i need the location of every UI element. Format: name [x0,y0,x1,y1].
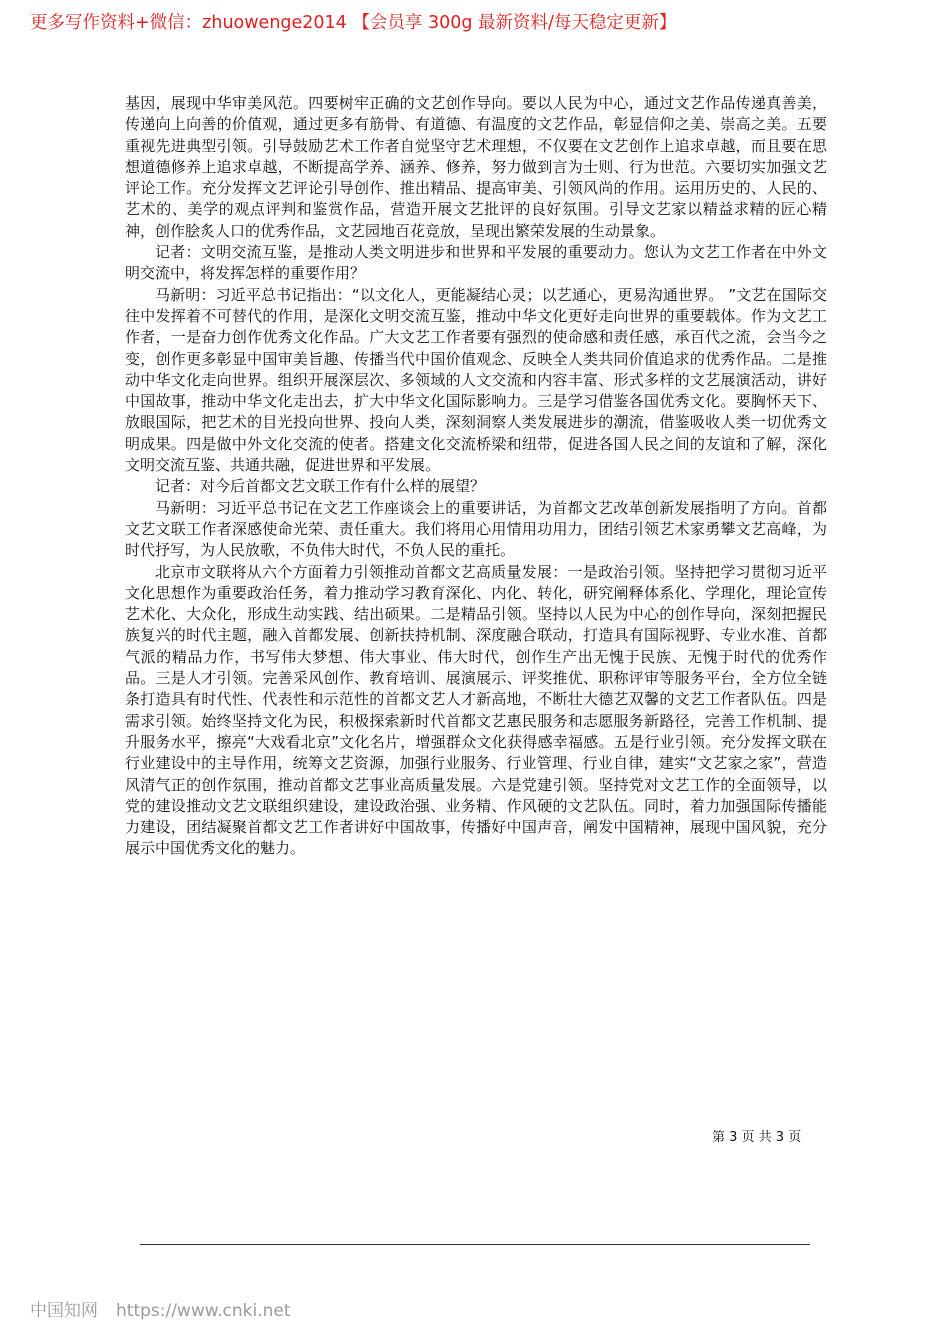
document-body [125,93,827,860]
paragraph-continuation: 基因，展现中华审美风范。四要树牢正确的文艺创作导向。要以人民为中心，通过文艺作品传递真善美，传递向上向善的价值观，通过更多有筋骨、有道德、有温度的文艺作品，彰显信仰之美、崇高之美。五要重视先进典型引领。引导鼓励艺术工作者自觉坚守艺术理想，不仅要在文艺创作上追求卓越，而且要在思想道德修养上追求卓越，不断提高学养、涵养、修养，努力做到言为士则、行为世范。六要切实加强文艺评论工作。充分发挥文艺评论引导创作、推出精品、提高审美、引领风尚的作用。运用历史的、人民的、艺术的、美学的观点评判和鉴赏作品，营造开展文艺批评的良好氛围。引导文艺家以精益求精的匠心精神，创作脍炙人口的优秀作品，文艺园地百花竞放，呈现出繁荣发展的生动景象。 [125,94,827,240]
paragraph-question-2: 记者：对今后首都文艺文联工作有什么样的展望？ [155,477,486,496]
source-watermark [30,1296,290,1321]
paragraph-question-1: 记者：文明交流互鉴，是推动人类文明进步和世界和平发展的重要动力。您认为文艺工作者在中外文明交流中，将发挥怎样的重要作用？ [125,243,827,283]
paragraph-answer-1: 马新明：习近平总书记指出：“以文化人，更能凝结心灵；以艺通心，更易沟通世界。 ”文艺在国际交往中发挥着不可替代的作用，是深化文明交流互鉴，推动中华文化更好走向世界的重要载体。作为文艺工作者，一是奋力创作优秀文化作品。广大文艺工作者要有强烈的使命感和责任感，承百代之流，会当今之变，创作更多彰显中国审美旨趣、传播当代中国价值观念、反映全人类共同价值追求的优秀作品。二是推动中华文化走向世界。组织开展深层次、多领域的人文交流和内容丰富、形式多样的文艺展演活动，讲好中国故事，推动中华文化走出去，扩大中华文化国际影响力。三是学习借鉴各国优秀文化。要胸怀天下、放眼国际，把艺术的目光投向世界、投向人类，深刻洞察人类发展进步的潮流，借鉴吸收人类一切优秀文明成果。四是做中外文化交流的使者。搭建文化交流桥梁和纽带，促进各国人民之间的友谊和了解，深化文明交流互鉴、共通共融，促进世界和平发展。 [125,285,827,475]
watermark-url[interactable]: https://www.cnki.net [116,1301,291,1321]
footer-divider [140,1244,810,1245]
paragraph-answer-2: 马新明：习近平总书记在文艺工作座谈会上的重要讲话，为首都文艺改革创新发展指明了方向。首都文艺文联工作者深感使命光荣、责任重大。我们将用心用情用功用力，团结引领艺术家勇攀文艺高峰，为时代抒写，为人民放歌，不负伟大时代，不负人民的重托。 [125,498,827,560]
paragraph-six-aspects: 北京市文联将从六个方面着力引领推动首都文艺高质量发展：一是政治引领。坚持把学习贯彻习近平文化思想作为重要政治任务，着力推动学习教育深化、内化、转化，研究阐释体系化、学理化，理论宣传艺术化、大众化，形成生动实践、结出硕果。二是精品引领。坚持以人民为中心的创作导向，深刻把握民族复兴的时代主题，融入首都发展、创新扶持机制、深度融合联动，打造具有国际视野、专业水准、首都气派的精品力作，书写伟大梦想、伟大事业、伟大时代，创作生产出无愧于民族、无愧于时代的优秀作品。三是人才引领。完善采风创作、教育培训、展演展示、评奖推优、职称评审等服务平台，全方位全链条打造具有时代性、代表性和示范性的首都文艺人才新高地，不断壮大德艺双馨的文艺工作者队伍。四是需求引领。始终坚持文化为民，积极探索新时代首都文艺惠民服务和志愿服务新路径，完善工作机制、提升服务水平，擦亮“大戏看北京”文化名片，增强群众文化获得感幸福感。五是行业引领。充分发挥文联在行业建设中的主导作用，统筹文艺资源，加强行业服务、行业管理、行业自律，建实“文艺家之家”，营造风清气正的创作氛围，推动首都文艺事业高质量发展。六是党建引领。坚持党对文艺工作的全面领导，以党的建设推动文艺文联组织建设，建设政治强、业务精、作风硬的文艺队伍。同时，着力加强国际传播能力建设，团结凝聚首都文艺工作者讲好中国故事，传播好中国声音，阐发中国精神，展现中国风貌，充分展示中国优秀文化的魅力。 [125,562,827,858]
watermark-site: 中国知网 [30,1301,98,1321]
page-number [712,1126,801,1145]
page-number-label: 第 3 页 共 3 页 [712,1130,802,1145]
promo-banner: 更多写作资料+微信：zhuowenge2014 【会员享 300g 最新资料/每天稳定更新】 [30,13,677,33]
